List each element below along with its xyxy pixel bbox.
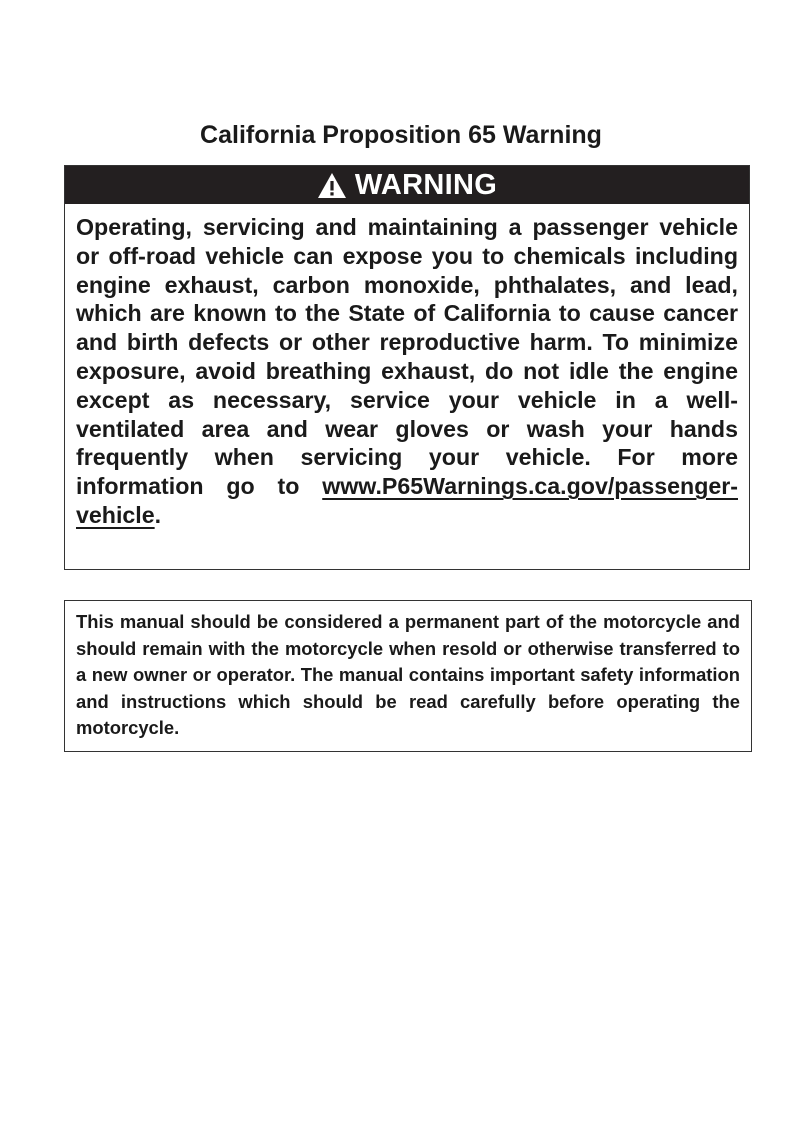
p65-warnings-link[interactable]: www.P65Warnings.ca.gov/passenger-vehicle: [76, 473, 738, 528]
warning-body-end: .: [154, 501, 162, 528]
warning-body-text: Operating, servicing and maintaining a passenger vehicle or off-road vehicle can expose you to chemicals including engine exhaust, carbon monoxide, phthalates, and lead, which are known to the State of California to cause cancer and birth defects or other reproductive harm. To minimize exposure, avoid breathing exhaust, do not idle the engine except as necessary, service your vehicle in a well-ventilated area and wear gloves or wash your hands frequently when servicing your vehicle. For more information go to: [76, 214, 738, 500]
page-title: California Proposition 65 Warning: [200, 121, 602, 149]
warning-header-label: WARNING: [354, 168, 498, 201]
warning-body: [65, 204, 749, 530]
manual-notice-box: [64, 600, 752, 752]
warning-box: [64, 165, 750, 570]
warning-triangle-icon: [317, 172, 347, 199]
warning-header: [65, 166, 749, 204]
manual-notice-text: This manual should be considered a permanent part of the motorcycle and should remain with the motorcycle when resold or otherwise transferred to a new owner or operator. The manual contains important safety information and instructions which should be read carefully before operating the motorcycle.: [76, 611, 740, 739]
